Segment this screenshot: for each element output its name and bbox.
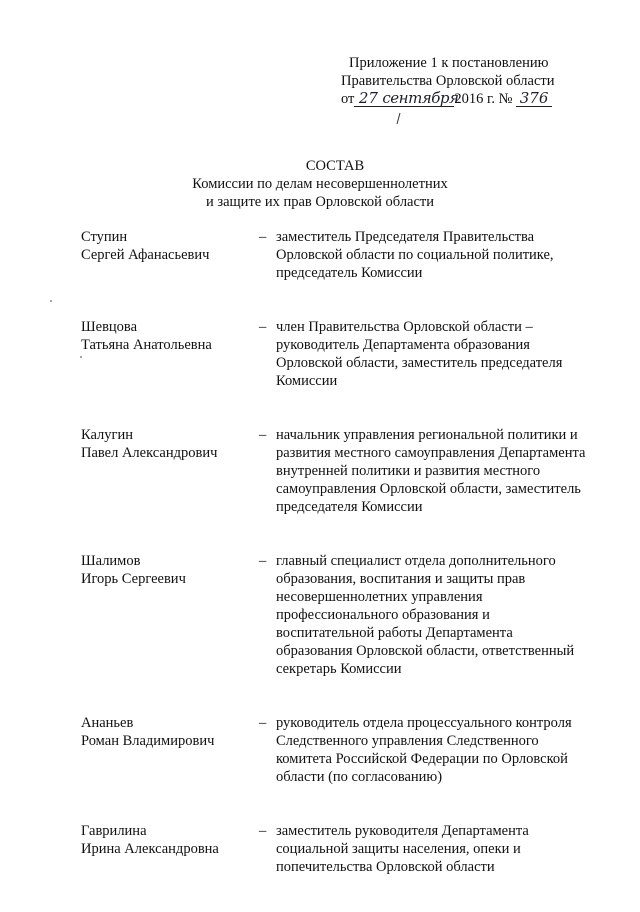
dash-separator: – xyxy=(259,553,267,569)
member-given-name: Павел Александрович xyxy=(81,445,218,461)
member-surname: Гаврилина xyxy=(81,823,147,839)
member-surname: Ананьев xyxy=(81,715,134,731)
date-year: 2016 г. № xyxy=(454,91,513,107)
document-subtitle-line-2: и защите их прав Орловской области xyxy=(205,194,435,210)
dash-separator: – xyxy=(259,319,267,335)
scan-speck xyxy=(50,300,52,302)
member-entry xyxy=(81,822,581,876)
members-list xyxy=(81,228,586,912)
member-entry xyxy=(81,426,586,516)
member-entry xyxy=(81,552,581,678)
scan-speck xyxy=(80,356,82,358)
appendix-line-1: Приложение 1 к постановлению xyxy=(349,55,549,71)
member-role: руководитель отдела процессуального контроля Следственного управления Следственного комитета Российской Федерации по Орловской области (по согласованию) xyxy=(276,715,572,785)
member-entry xyxy=(81,318,581,390)
member-given-name: Татьяна Анатольевна xyxy=(81,337,212,353)
pen-tick-mark xyxy=(394,112,402,126)
member-role: главный специалист отдела дополнительного образования, воспитания и защиты прав несовершеннолетних управления профессионального образования и воспитательной работы Департамента образования Орловской области, ответственный секретарь Комиссии xyxy=(276,553,575,677)
member-name xyxy=(81,228,259,282)
member-name xyxy=(81,714,259,786)
member-surname: Калугин xyxy=(81,427,133,443)
member-role: заместитель руководителя Департамента социальной защиты населения, опеки и попечительства Орловской области xyxy=(276,823,529,875)
document-title: СОСТАВ xyxy=(305,158,365,174)
member-given-name: Роман Владимирович xyxy=(81,733,215,749)
appendix-date-line xyxy=(341,90,601,108)
member-given-name: Ирина Александровна xyxy=(81,841,219,857)
dash-separator: – xyxy=(259,715,267,731)
member-given-name: Игорь Сергеевич xyxy=(81,571,186,587)
date-prefix: от xyxy=(341,91,355,107)
appendix-line-2: Правительства Орловской области xyxy=(341,73,555,89)
document-subtitle-line-1: Комиссии по делам несовершеннолетних xyxy=(192,176,448,192)
handwritten-month: сентября xyxy=(382,89,459,107)
dash-separator: – xyxy=(259,427,267,443)
member-role: член Правительства Орловской области – руководитель Департамента образования Орловской области, заместитель председателя Комиссии xyxy=(276,319,563,389)
appendix-header xyxy=(341,54,601,108)
member-name xyxy=(81,426,259,516)
document-title-block xyxy=(0,157,640,211)
member-name xyxy=(81,822,259,876)
member-entry xyxy=(81,228,581,282)
member-surname: Шевцова xyxy=(81,319,138,335)
member-role: начальник управления региональной политики и развития местного самоуправления Департамента внутренней политики и развития местного самоуправления Орловской области, заместитель председателя Комиссии xyxy=(276,427,586,515)
member-entry xyxy=(81,714,581,786)
member-surname: Шалимов xyxy=(81,553,141,569)
member-surname: Ступин xyxy=(81,229,128,245)
dash-separator: – xyxy=(259,823,267,839)
dash-separator: – xyxy=(259,229,267,245)
member-name xyxy=(81,552,259,678)
handwritten-doc-number: 376 xyxy=(516,90,552,107)
handwritten-day: 27 xyxy=(354,90,382,107)
member-given-name: Сергей Афанасьевич xyxy=(81,247,210,263)
member-role: заместитель Председателя Правительства Орловской области по социальной политике, председатель Комиссии xyxy=(276,229,554,281)
member-name xyxy=(81,318,259,390)
